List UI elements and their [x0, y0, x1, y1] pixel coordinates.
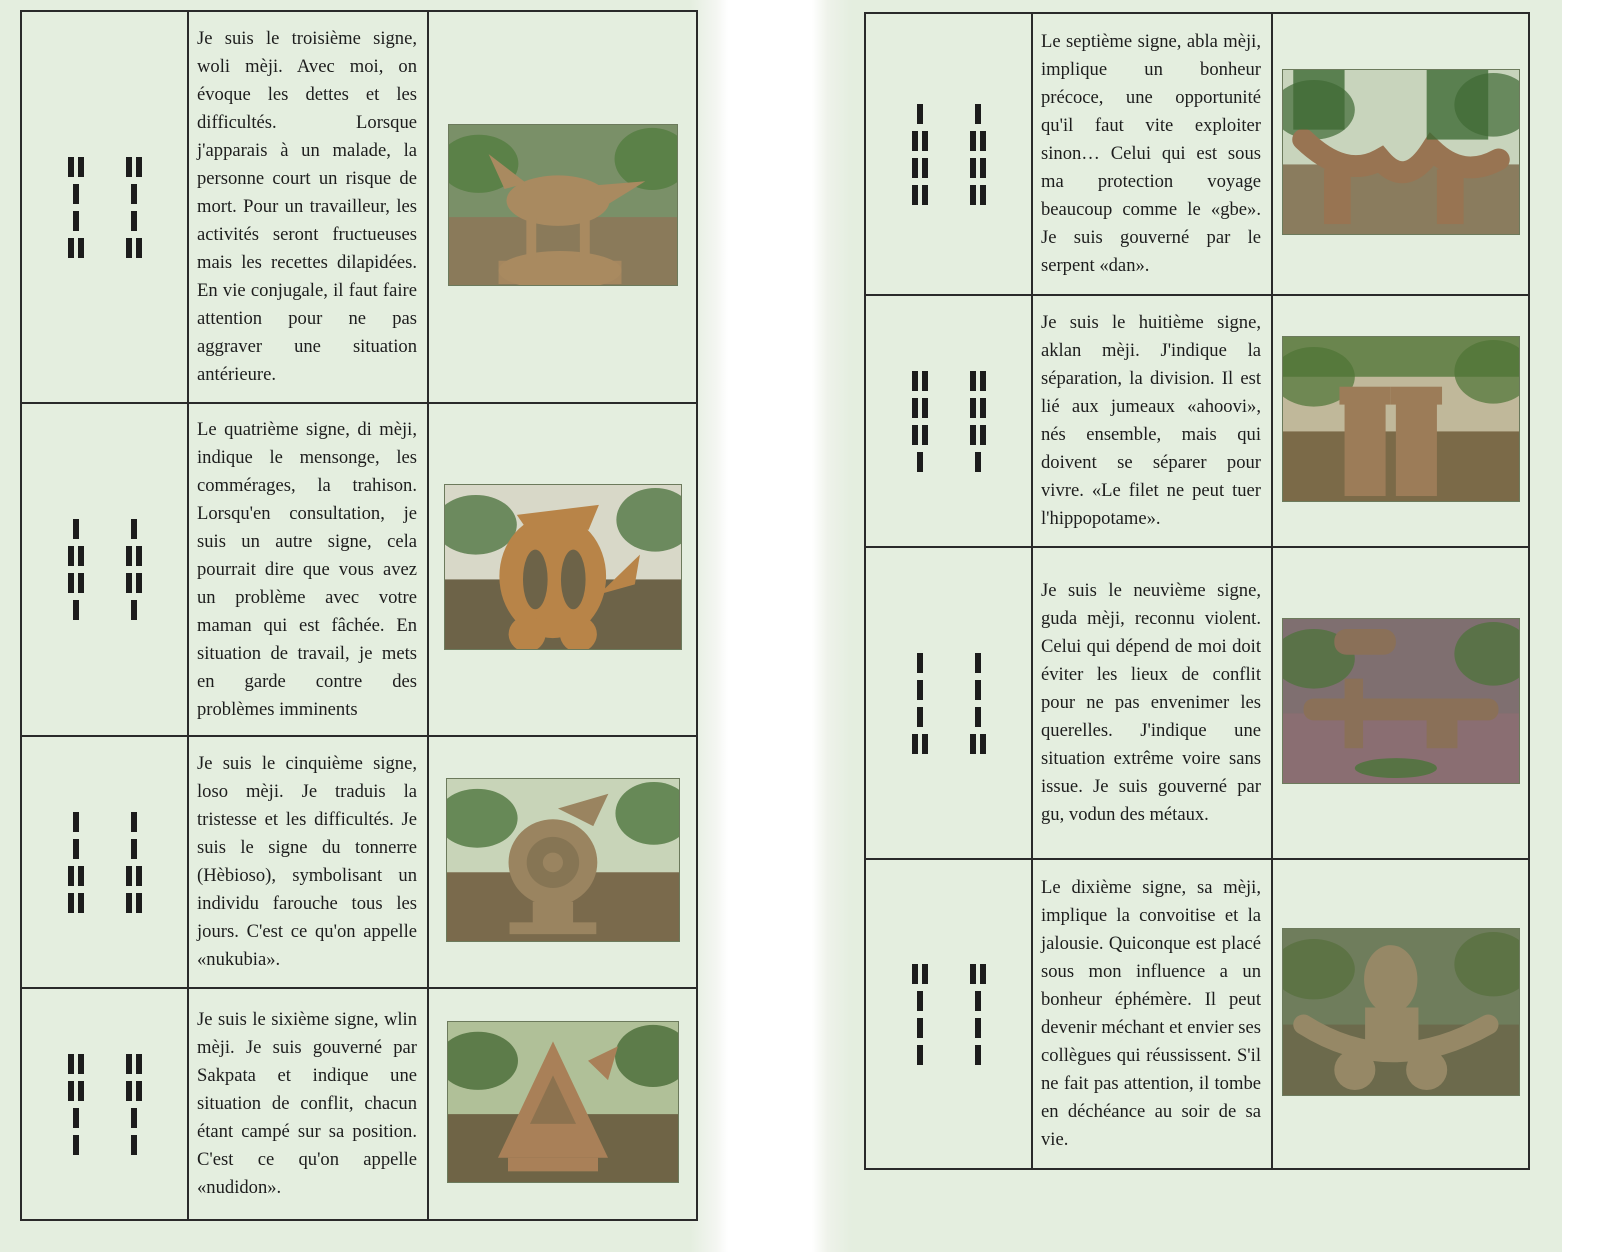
single-mark: [917, 680, 923, 700]
double-mark: [970, 734, 986, 754]
sign-row-9: [865, 547, 1529, 859]
sign-text-cell: [1032, 295, 1272, 547]
single-mark: [73, 1108, 79, 1128]
sign-figure-cell: [21, 988, 188, 1220]
sign-photo-cell: [1272, 13, 1529, 295]
single-mark: [975, 991, 981, 1011]
sign-row-5: [21, 736, 697, 988]
sign-figure: [22, 519, 187, 620]
sign-figure-cell: [21, 11, 188, 403]
photo-image: [448, 1022, 678, 1182]
single-mark: [131, 519, 137, 539]
sign-figure: [866, 104, 1031, 205]
single-mark: [917, 452, 923, 472]
sign-figure: [22, 812, 187, 913]
sign-photo-cell: [428, 11, 697, 403]
page-gutter: [812, 0, 852, 1252]
sign-figure: [22, 157, 187, 258]
double-mark: [912, 734, 928, 754]
signs-table-right: [864, 12, 1530, 1170]
single-mark: [73, 839, 79, 859]
sign-row-10: [865, 859, 1529, 1169]
figure-column: [912, 653, 928, 754]
single-mark: [131, 839, 137, 859]
double-mark: [912, 371, 928, 391]
sign-text-cell: [188, 736, 428, 988]
single-mark: [131, 1108, 137, 1128]
sculpture-photo: [447, 1021, 679, 1183]
double-mark: [970, 964, 986, 984]
single-mark: [975, 452, 981, 472]
sign-description: Le quatrième signe, di mèji, indique le mensonge, les commérages, la trahison. Lorsqu'en consultation, je suis un autre signe, cela pourrait dire que vous avez un problème avec votre maman qui est fâchée. En situation de travail, je mets en garde contre des problèmes imminents: [197, 418, 417, 720]
photo-image: [445, 485, 681, 649]
sign-figure-cell: [865, 547, 1032, 859]
sign-figure-cell: [21, 736, 188, 988]
sign-row-4: [21, 403, 697, 736]
figure-column: [68, 812, 84, 913]
single-mark: [917, 104, 923, 124]
figure-column: [126, 157, 142, 258]
sign-figure: [866, 964, 1031, 1065]
sign-text-cell: [1032, 859, 1272, 1169]
single-mark: [131, 600, 137, 620]
sign-description: Le dixième signe, sa mèji, implique la convoitise et la jalousie. Quiconque est placé sous mon influence a un bonheur éphémère. Il peut devenir méchant et envier ses collègues qui réussissent. S'il ne fait pas attention, il tombe en déchéance au soir de sa vie.: [1041, 877, 1261, 1150]
sign-row-6: [21, 988, 697, 1220]
sculpture-photo: [1282, 69, 1520, 235]
single-mark: [917, 1018, 923, 1038]
double-mark: [68, 573, 84, 593]
double-mark: [68, 157, 84, 177]
figure-column: [970, 964, 986, 1065]
double-mark: [912, 425, 928, 445]
sign-description: Je suis le cinquième signe, loso mèji. Je traduis la tristesse et les difficultés. Je suis le signe du tonnerre (Hèbioso), symbolisant un individu farouche tous les jours. C'est ce qu'on appelle «nukubia».: [197, 753, 417, 970]
sculpture-photo: [1282, 928, 1520, 1096]
sign-description: Je suis le sixième signe, wlin mèji. Je suis gouverné par Sakpata et indique une situation de conflit, chacun étant campé sur sa position. C'est ce qu'on appelle «nudidon».: [197, 1009, 417, 1198]
single-mark: [975, 707, 981, 727]
double-mark: [68, 866, 84, 886]
double-mark: [912, 131, 928, 151]
photo-image: [1283, 337, 1519, 501]
sign-figure-cell: [865, 859, 1032, 1169]
double-mark: [912, 964, 928, 984]
photo-image: [1283, 619, 1519, 783]
single-mark: [917, 991, 923, 1011]
figure-column: [68, 519, 84, 620]
figure-column: [970, 104, 986, 205]
sign-description: Je suis le neuvième signe, guda mèji, reconnu violent. Celui qui dépend de moi doit éviter les lieux de conflit pour ne pas envenimer les querelles. J'indique une situation extrême voire sans issue. Je suis gouverné par gu, vodun des métaux.: [1041, 580, 1261, 825]
double-mark: [126, 238, 142, 258]
sculpture-photo: [1282, 336, 1520, 502]
single-mark: [975, 653, 981, 673]
sign-photo-cell: [1272, 295, 1529, 547]
figure-column: [68, 1054, 84, 1155]
sign-figure-cell: [21, 403, 188, 736]
double-mark: [68, 546, 84, 566]
single-mark: [917, 1045, 923, 1065]
sign-figure-cell: [865, 13, 1032, 295]
double-mark: [126, 893, 142, 913]
double-mark: [912, 185, 928, 205]
double-mark: [126, 1081, 142, 1101]
photo-image: [449, 125, 677, 285]
single-mark: [917, 653, 923, 673]
double-mark: [68, 238, 84, 258]
sign-row-8: [865, 295, 1529, 547]
double-mark: [970, 398, 986, 418]
sculpture-photo: [448, 124, 678, 286]
double-mark: [126, 866, 142, 886]
single-mark: [131, 184, 137, 204]
sign-figure: [866, 371, 1031, 472]
sign-photo-cell: [428, 736, 697, 988]
sign-figure-cell: [865, 295, 1032, 547]
double-mark: [68, 1054, 84, 1074]
sign-photo-cell: [1272, 859, 1529, 1169]
sign-figure: [866, 653, 1031, 754]
single-mark: [73, 519, 79, 539]
double-mark: [126, 546, 142, 566]
photo-image: [1283, 929, 1519, 1095]
sign-photo-cell: [428, 403, 697, 736]
photo-image: [447, 779, 679, 941]
sign-photo-cell: [1272, 547, 1529, 859]
single-mark: [131, 211, 137, 231]
sign-text-cell: [188, 11, 428, 403]
single-mark: [73, 600, 79, 620]
figure-column: [970, 371, 986, 472]
single-mark: [73, 184, 79, 204]
figure-column: [970, 653, 986, 754]
figure-column: [68, 157, 84, 258]
sign-text-cell: [1032, 13, 1272, 295]
figure-column: [912, 104, 928, 205]
sign-description: Je suis le troisième signe, woli mèji. Avec moi, on évoque les dettes et les difficultés. Lorsque j'apparais à un malade, la personne court un risque de mort. Pour un travailleur, les activités seront fructueuses mais les recettes dilapidées. En vie conjugale, il faut faire attention pour ne pas aggraver une situation antérieure.: [197, 28, 417, 385]
sculpture-photo: [446, 778, 680, 942]
single-mark: [975, 680, 981, 700]
double-mark: [68, 893, 84, 913]
sign-text-cell: [1032, 547, 1272, 859]
double-mark: [970, 425, 986, 445]
figure-column: [912, 371, 928, 472]
signs-table-left: [20, 10, 698, 1221]
single-mark: [73, 211, 79, 231]
sign-text-cell: [188, 403, 428, 736]
sculpture-photo: [1282, 618, 1520, 784]
single-mark: [131, 812, 137, 832]
figure-column: [126, 519, 142, 620]
double-mark: [970, 185, 986, 205]
sign-photo-cell: [428, 988, 697, 1220]
double-mark: [970, 131, 986, 151]
single-mark: [917, 707, 923, 727]
single-mark: [975, 104, 981, 124]
double-mark: [912, 158, 928, 178]
sign-description: Le septième signe, abla mèji, implique un bonheur précoce, une opportunité qu'il faut vite exploiter sinon… Celui qui est sous ma protection voyage beaucoup comme le «gbe». Je suis gouverné par le serpent «dan».: [1041, 31, 1261, 276]
sign-row-7: [865, 13, 1529, 295]
double-mark: [68, 1081, 84, 1101]
single-mark: [73, 812, 79, 832]
figure-column: [126, 812, 142, 913]
sign-text-cell: [188, 988, 428, 1220]
single-mark: [975, 1018, 981, 1038]
single-mark: [131, 1135, 137, 1155]
sign-description: Je suis le huitième signe, aklan mèji. J'indique la séparation, la division. Il est lié aux jumeaux «ahoovi», nés ensemble, mais qui doivent se séparer pour vivre. «Le filet ne peut tuer l'hippopotame».: [1041, 312, 1261, 529]
single-mark: [73, 1135, 79, 1155]
single-mark: [975, 1045, 981, 1065]
figure-column: [126, 1054, 142, 1155]
double-mark: [126, 573, 142, 593]
double-mark: [970, 371, 986, 391]
double-mark: [126, 157, 142, 177]
figure-column: [912, 964, 928, 1065]
double-mark: [912, 398, 928, 418]
sign-figure: [22, 1054, 187, 1155]
double-mark: [970, 158, 986, 178]
photo-image: [1283, 70, 1519, 234]
double-mark: [126, 1054, 142, 1074]
sculpture-photo: [444, 484, 682, 650]
sign-row-3: [21, 11, 697, 403]
